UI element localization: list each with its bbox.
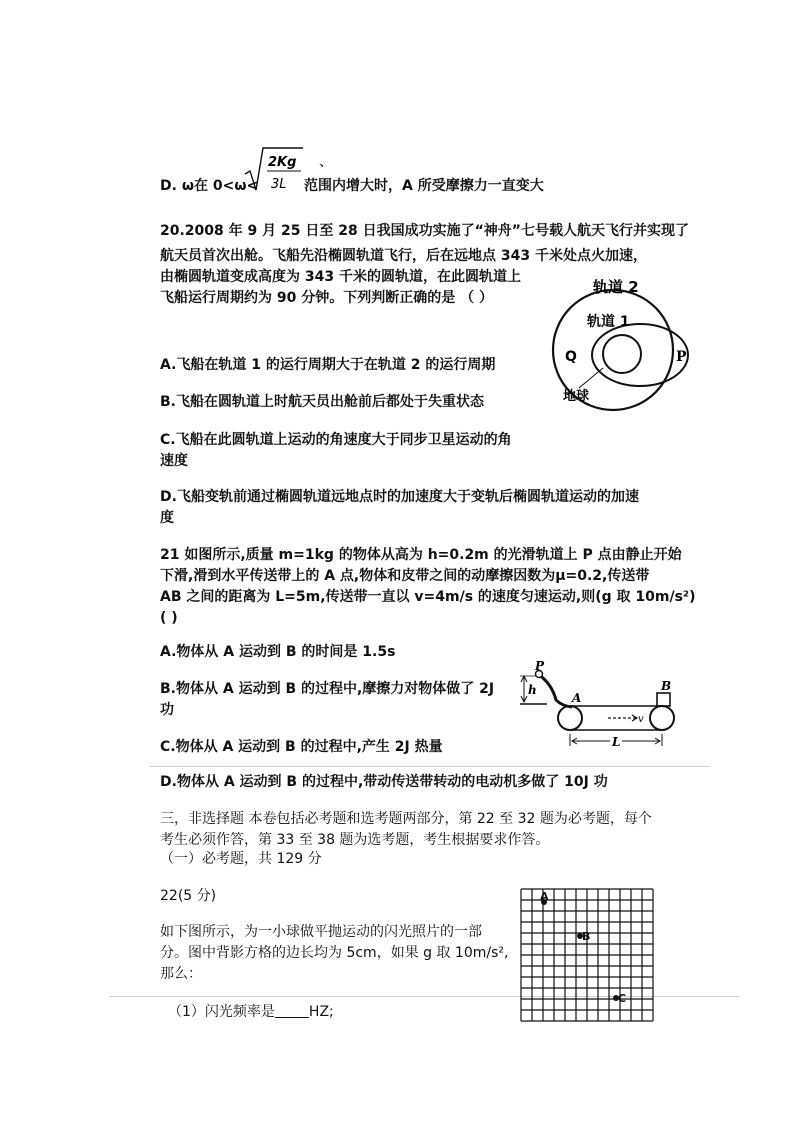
section-divider (150, 766, 710, 767)
q19-option-d-text: D. ω在 0<ω< (160, 178, 259, 194)
q21-option-a: A.物体从 A 运动到 B 的时间是 1.5s (160, 644, 396, 660)
p-label: P (535, 660, 545, 673)
a-label: A (572, 691, 582, 705)
section3-line-2: 考生必须作答，第 33 至 38 题为选考题，考生根据要求作答。 (160, 832, 550, 848)
q21-option-b-cont: 功 (160, 702, 174, 718)
right-pulley (650, 706, 674, 730)
q22-stem-line-1: 如下图所示，为一小球做平抛运动的闪光照片的一部 (160, 924, 482, 940)
q20-option-a: A.飞船在轨道 1 的运行周期大于在轨道 2 的运行周期 (160, 357, 496, 373)
point-a-label: A (540, 890, 549, 903)
q20-option-c: C.飞船在此圆轨道上运动的角速度大于同步卫星运动的角 (160, 432, 512, 448)
q22-stem-line-3: 那么： (160, 966, 202, 982)
orbit-figure (535, 272, 700, 432)
q21-stem-line-3: AB 之间的距离为 L=5m,传送带一直以 v=4m/s 的速度匀速运动,则(g 取 10m/s²) (160, 589, 696, 605)
q22-sub-question-1 (168, 1003, 334, 1021)
earth-label: 地球 (563, 389, 590, 404)
left-pulley (558, 706, 582, 730)
answer-blank (275, 1003, 309, 1018)
q20-stem-line-1: 20.2008 年 9 月 25 日至 28 日我国成功实施了“神舟”七号载人航天飞行并实现了 (160, 223, 689, 239)
q21-option-c: C.物体从 A 运动到 B 的过程中,产生 2J 热量 (160, 739, 443, 755)
q21-option-b: B.物体从 A 运动到 B 的过程中,摩擦力对物体做了 2J (160, 681, 495, 697)
q20-option-d: D.飞船变轨前通过椭圆轨道远地点时的加速度大于变轨后椭圆轨道运动的加速 (160, 489, 639, 505)
q20-stem-line-2: 航天员首次出舱。飞船先沿椭圆轨道飞行，后在远地点 343 千米处点火加速， (160, 248, 647, 264)
section3-line-1: 三，非选择题 本卷包括必考题和选考题两部分，第 22 至 32 题为必考题，每个 (160, 811, 652, 827)
q21-stem-line-2: 下滑,滑到水平传送带上的 A 点,物体和皮带之间的动摩擦因数为μ=0.2,传送带 (160, 568, 650, 584)
q20-stem-line-3: 由椭圆轨道变成高度为 343 千米的圆轨道，在此圆轨道上 (160, 269, 521, 285)
q21-stem-line-4: ( ) (160, 610, 178, 626)
sqrt-numerator: 2Kg (268, 155, 297, 170)
v-label: v (638, 714, 644, 725)
point-p-label: P (676, 349, 687, 365)
q21-option-d: D.物体从 A 运动到 B 的过程中,带动传送带转动的电动机多做了 10J 功 (160, 774, 608, 790)
q19-option-d-tail: 范围内增大时，A 所受摩擦力一直变大 (304, 178, 544, 194)
q20-option-d-cont: 度 (160, 510, 174, 526)
orbit-1-label: 轨道 1 (587, 314, 630, 330)
q21-stem-line-1: 21 如图所示,质量 m=1kg 的物体从高为 h=0.2m 的光滑轨道上 P 点由静止开始 (160, 547, 682, 563)
earth-pointer (579, 368, 603, 388)
point-b-label: B (582, 930, 591, 943)
slide-track (538, 674, 572, 707)
b-label: B (661, 679, 672, 693)
sqrt-denominator: 3L (271, 177, 287, 192)
section3-line-3: （一）必考题，共 129 分 (160, 851, 322, 867)
q20-option-b: B.飞船在圆轨道上时航天员出舱前后都处于失重状态 (160, 394, 484, 410)
q22-stem-line-2: 分。图中背影方格的边长均为 5cm，如果 g 取 10m/s², (160, 945, 509, 961)
q20-stem-line-4: 飞船运行周期约为 90 分钟。下列判断正确的是 （ ） (160, 290, 493, 306)
point-q-label: Q (565, 349, 577, 365)
l-label: L (612, 735, 621, 749)
q20-option-c-cont: 速度 (160, 453, 188, 469)
trailing-mark: 、 (319, 154, 333, 170)
flash-photo-grid (518, 886, 658, 1026)
block-at-b (657, 693, 670, 706)
orbit-2-label: 轨道 2 (593, 278, 639, 296)
q22-sub1-prefix: （1）闪光频率是 (168, 1004, 275, 1020)
h-label: h (528, 683, 537, 697)
conveyor-figure (512, 660, 688, 752)
earth-circle (603, 335, 641, 373)
q22-heading: 22(5 分) (160, 888, 217, 904)
q22-sub1-suffix: HZ; (308, 1004, 334, 1020)
point-c-label: C (618, 992, 627, 1005)
